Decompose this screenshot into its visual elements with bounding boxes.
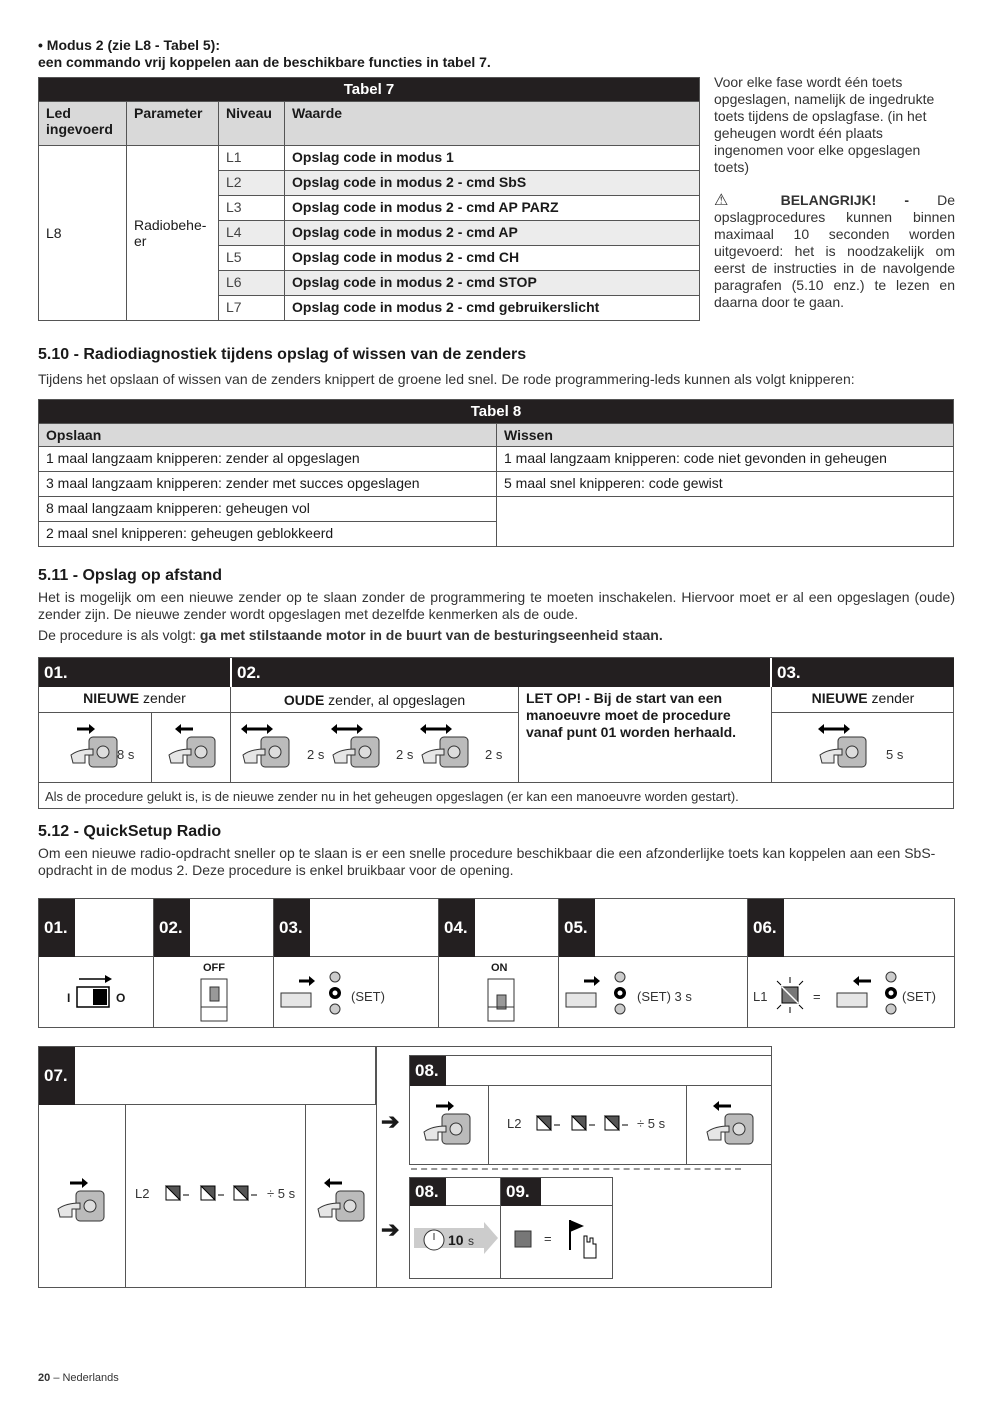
set-button-press-icon — [564, 971, 636, 1017]
new-transmitter-label-2 — [771, 687, 954, 713]
arrow-right-icon: ➔ — [381, 1217, 400, 1242]
press-button-icon — [422, 1098, 472, 1150]
waarde-cell: Opslag code in modus 2 - cmd gebruikerslicht — [285, 296, 700, 321]
old-transmitter-label — [231, 687, 519, 713]
table-8-cell — [497, 497, 954, 547]
set-button-press-icon — [279, 971, 351, 1017]
press-button-icon — [69, 721, 119, 773]
section-5-12-title: 5.12 - QuickSetup Radio — [38, 823, 222, 840]
procedure-footer: Als de procedure gelukt is, is de nieuwe zender nu in het geheugen opgeslagen (er kan een manoeuvre worden gestart). — [45, 789, 739, 804]
divider — [376, 1047, 377, 1287]
step-number: 08. — [410, 1056, 446, 1086]
press-button-icon — [51, 1175, 111, 1227]
waarde-cell: Opslag code in modus 2 - cmd STOP — [285, 271, 700, 296]
step-number: 05. — [559, 899, 595, 957]
press-release-icon — [420, 721, 470, 773]
divider — [305, 1105, 306, 1287]
procedure-intro: De procedure is als volgt: — [38, 627, 196, 643]
table-8-cell: 1 maal langzaam knipperen: code niet gevonden in geheugen — [497, 447, 954, 472]
duration-label: 8 s — [117, 747, 135, 762]
release-button-icon — [705, 1098, 755, 1150]
intro-line1: • Modus 2 (zie L8 - Tabel 5): — [38, 37, 220, 53]
timer-unit: s — [468, 1234, 474, 1248]
table-7-header: Parameter — [127, 102, 219, 146]
set-label: (SET) — [902, 989, 936, 1004]
page-language: – Nederlands — [53, 1372, 119, 1384]
timer-value: 10 — [448, 1232, 464, 1248]
niveau-cell: L5 — [219, 246, 285, 271]
equals-sign: = — [813, 989, 821, 1004]
set-button-release-icon — [835, 971, 907, 1017]
step-cell — [39, 713, 152, 783]
niveau-cell: L1 — [219, 146, 285, 171]
niveau-cell: L6 — [219, 271, 285, 296]
section-5-11-title: 5.11 - Opslag op afstand — [38, 567, 223, 584]
step-number: 03. — [771, 658, 954, 687]
divider — [125, 1105, 126, 1287]
niveau-cell: L7 — [219, 296, 285, 321]
label-text: zender — [871, 690, 915, 706]
power-switch-icon — [75, 975, 115, 1009]
circuit-breaker-on-icon — [485, 977, 519, 1023]
new-transmitter-label — [39, 687, 231, 713]
warning-icon: ⚠ — [714, 192, 753, 209]
procedure-bold: ga met stilstaande motor in de buurt van de besturingseenheid staan. — [199, 627, 663, 643]
release-button-icon — [167, 721, 217, 773]
led-l1-label: L1 — [753, 989, 768, 1004]
table-7 — [38, 77, 700, 321]
table-8-title: Tabel 8 — [39, 400, 954, 424]
divider — [488, 1086, 489, 1164]
step-number: 04. — [439, 899, 475, 957]
step-number: 02. — [154, 899, 190, 957]
warning-paragraph — [714, 192, 955, 311]
led-blink-icon — [773, 977, 807, 1013]
step-number: 01. — [39, 899, 75, 957]
label-bold: OUDE — [283, 692, 325, 708]
intro-line2: een commando vrij koppelen aan de beschikbare functies in tabel 7. — [38, 54, 491, 70]
page-number: 20 — [38, 1372, 51, 1384]
led-off-icon — [514, 1230, 532, 1248]
intro — [38, 37, 491, 71]
note-cell — [519, 713, 771, 783]
section-5-11-procedure — [38, 627, 663, 644]
label-text: zender, al opgeslagen — [328, 692, 466, 708]
led-l2-label: L2 — [135, 1186, 150, 1201]
step-cell — [152, 713, 231, 783]
duration-label: 2 s — [307, 747, 325, 762]
breaker-on-label: ON — [491, 962, 508, 974]
side-notes — [714, 74, 955, 311]
table-8-cell: 3 maal langzaam knipperen: zender met succes opgeslagen — [39, 472, 497, 497]
table-7-header: Niveau — [219, 102, 285, 146]
press-release-icon — [331, 721, 381, 773]
warning-text: De opslagprocedures kunnen binnen maximaal 10 seconden worden uitgevoerd: het is noodzakelijk om eerst de instructies in de navolgende paragrafen (5.10 enz.) te lezen en daarna door te gaan. — [714, 192, 955, 310]
led-l2-label: L2 — [507, 1116, 522, 1131]
step-08-branch-a — [409, 1055, 771, 1165]
duration-label: ÷ 5 s — [637, 1116, 666, 1131]
label-text: zender — [143, 690, 186, 706]
arrow-right-icon: ➔ — [381, 1109, 400, 1134]
dashed-separator — [411, 1168, 741, 1170]
waarde-cell: Opslag code in modus 2 - cmd AP PARZ — [285, 196, 700, 221]
param-cell: Radiobehe-er — [127, 146, 219, 321]
table-8 — [38, 399, 954, 547]
table-8-cell: 2 maal snel knipperen: geheugen geblokkeerd — [39, 522, 497, 547]
divider — [686, 1086, 687, 1164]
waarde-cell: Opslag code in modus 2 - cmd AP — [285, 221, 700, 246]
table-8-cell: 5 maal snel knipperen: code gewist — [497, 472, 954, 497]
press-release-icon — [818, 721, 868, 773]
section-5-10-text: Tijdens het opslaan of wissen van de zenders knippert de groene led snel. De rode programmering-leds kunnen als volgt knipperen: — [38, 371, 855, 387]
warning-label: BELANGRIJK! - — [780, 192, 910, 208]
niveau-cell: L3 — [219, 196, 285, 221]
table-7-header: Led ingevoerd — [39, 102, 127, 146]
duration-label: 2 s — [485, 747, 503, 762]
led-cell: L8 — [39, 146, 127, 321]
circuit-breaker-off-icon — [198, 977, 232, 1023]
table-8-header: Opslaan — [39, 424, 497, 447]
set-duration-label: (SET) 3 s — [637, 989, 692, 1004]
section-5-10-title: 5.10 - Radiodiagnostiek tijdens opslag of wissen van de zenders — [38, 346, 527, 363]
flag-hand-icon — [562, 1218, 602, 1262]
equals-sign: = — [544, 1231, 552, 1246]
label-bold: NIEUWE — [83, 690, 140, 706]
page-footer — [38, 1372, 119, 1384]
niveau-cell: L2 — [219, 171, 285, 196]
step-number: 02. — [231, 658, 770, 687]
step-cell — [771, 713, 954, 783]
breaker-off-label: OFF — [203, 962, 225, 974]
note-text: LET OP! - Bij de start van een manoeuvre moet de procedure vanaf punt 01 worden herhaald. — [526, 690, 737, 740]
step-number: 08. — [410, 1178, 446, 1206]
table-8-cell: 1 maal langzaam knipperen: zender al opgeslagen — [39, 447, 497, 472]
step-header — [39, 1047, 376, 1105]
press-release-icon — [241, 721, 291, 773]
duration-label: 2 s — [396, 747, 414, 762]
side-paragraph: Voor elke fase wordt één toets opgeslagen, namelijk de ingedrukte toets tijdens de opslagfase. (in het geheugen wordt één plaats ingenomen voor elke opgeslagen toets) — [714, 74, 935, 175]
duration-label: ÷ 5 s — [267, 1186, 296, 1201]
switch-label-o: O — [116, 991, 126, 1005]
waarde-cell: Opslag code in modus 2 - cmd CH — [285, 246, 700, 271]
niveau-cell: L4 — [219, 221, 285, 246]
table-7-header: Waarde — [285, 102, 700, 146]
remote-procedure — [38, 657, 954, 809]
duration-label: 5 s — [886, 747, 904, 762]
quicksetup-step-07 — [38, 1046, 772, 1288]
release-button-icon — [311, 1175, 371, 1227]
step-number: 07. — [39, 1047, 75, 1105]
table-7-title: Tabel 7 — [39, 78, 700, 102]
waarde-cell: Opslag code in modus 1 — [285, 146, 700, 171]
step-number: 01. — [39, 658, 230, 687]
table-8-header: Wissen — [497, 424, 954, 447]
section-5-11-text: Het is mogelijk om een nieuwe zender op te slaan zonder de programmering te moeten inschakelen. Hiervoor moet er al een opgeslagen (oude) zender zijn. De nieuwe zender wordt opgeslagen met dezelfde kenmerken als de oude. — [38, 589, 955, 622]
step-number: 06. — [748, 899, 784, 957]
step-header — [410, 1056, 772, 1086]
step-number: 09. — [501, 1178, 541, 1206]
switch-label-i: I — [67, 991, 71, 1005]
led-blink-sequence-icon — [532, 1109, 637, 1139]
set-label: (SET) — [351, 989, 385, 1004]
led-blink-sequence-icon — [161, 1179, 266, 1209]
step-cell — [231, 713, 519, 783]
waarde-cell: Opslag code in modus 2 - cmd SbS — [285, 171, 700, 196]
quicksetup-steps — [38, 898, 955, 1028]
table-8-cell: 8 maal langzaam knipperen: geheugen vol — [39, 497, 497, 522]
step-number: 03. — [274, 899, 310, 957]
step-08-09-branch-b — [409, 1177, 613, 1279]
label-bold: NIEUWE — [811, 690, 868, 706]
section-5-12-text: Om een nieuwe radio-opdracht sneller op te slaan is er een snelle procedure beschikbaar die een afzonderlijke toets kan koppelen aan een SbS-opdracht in de modus 2. Deze procedure is enkel bruikbaar voor de opening. — [38, 845, 936, 878]
